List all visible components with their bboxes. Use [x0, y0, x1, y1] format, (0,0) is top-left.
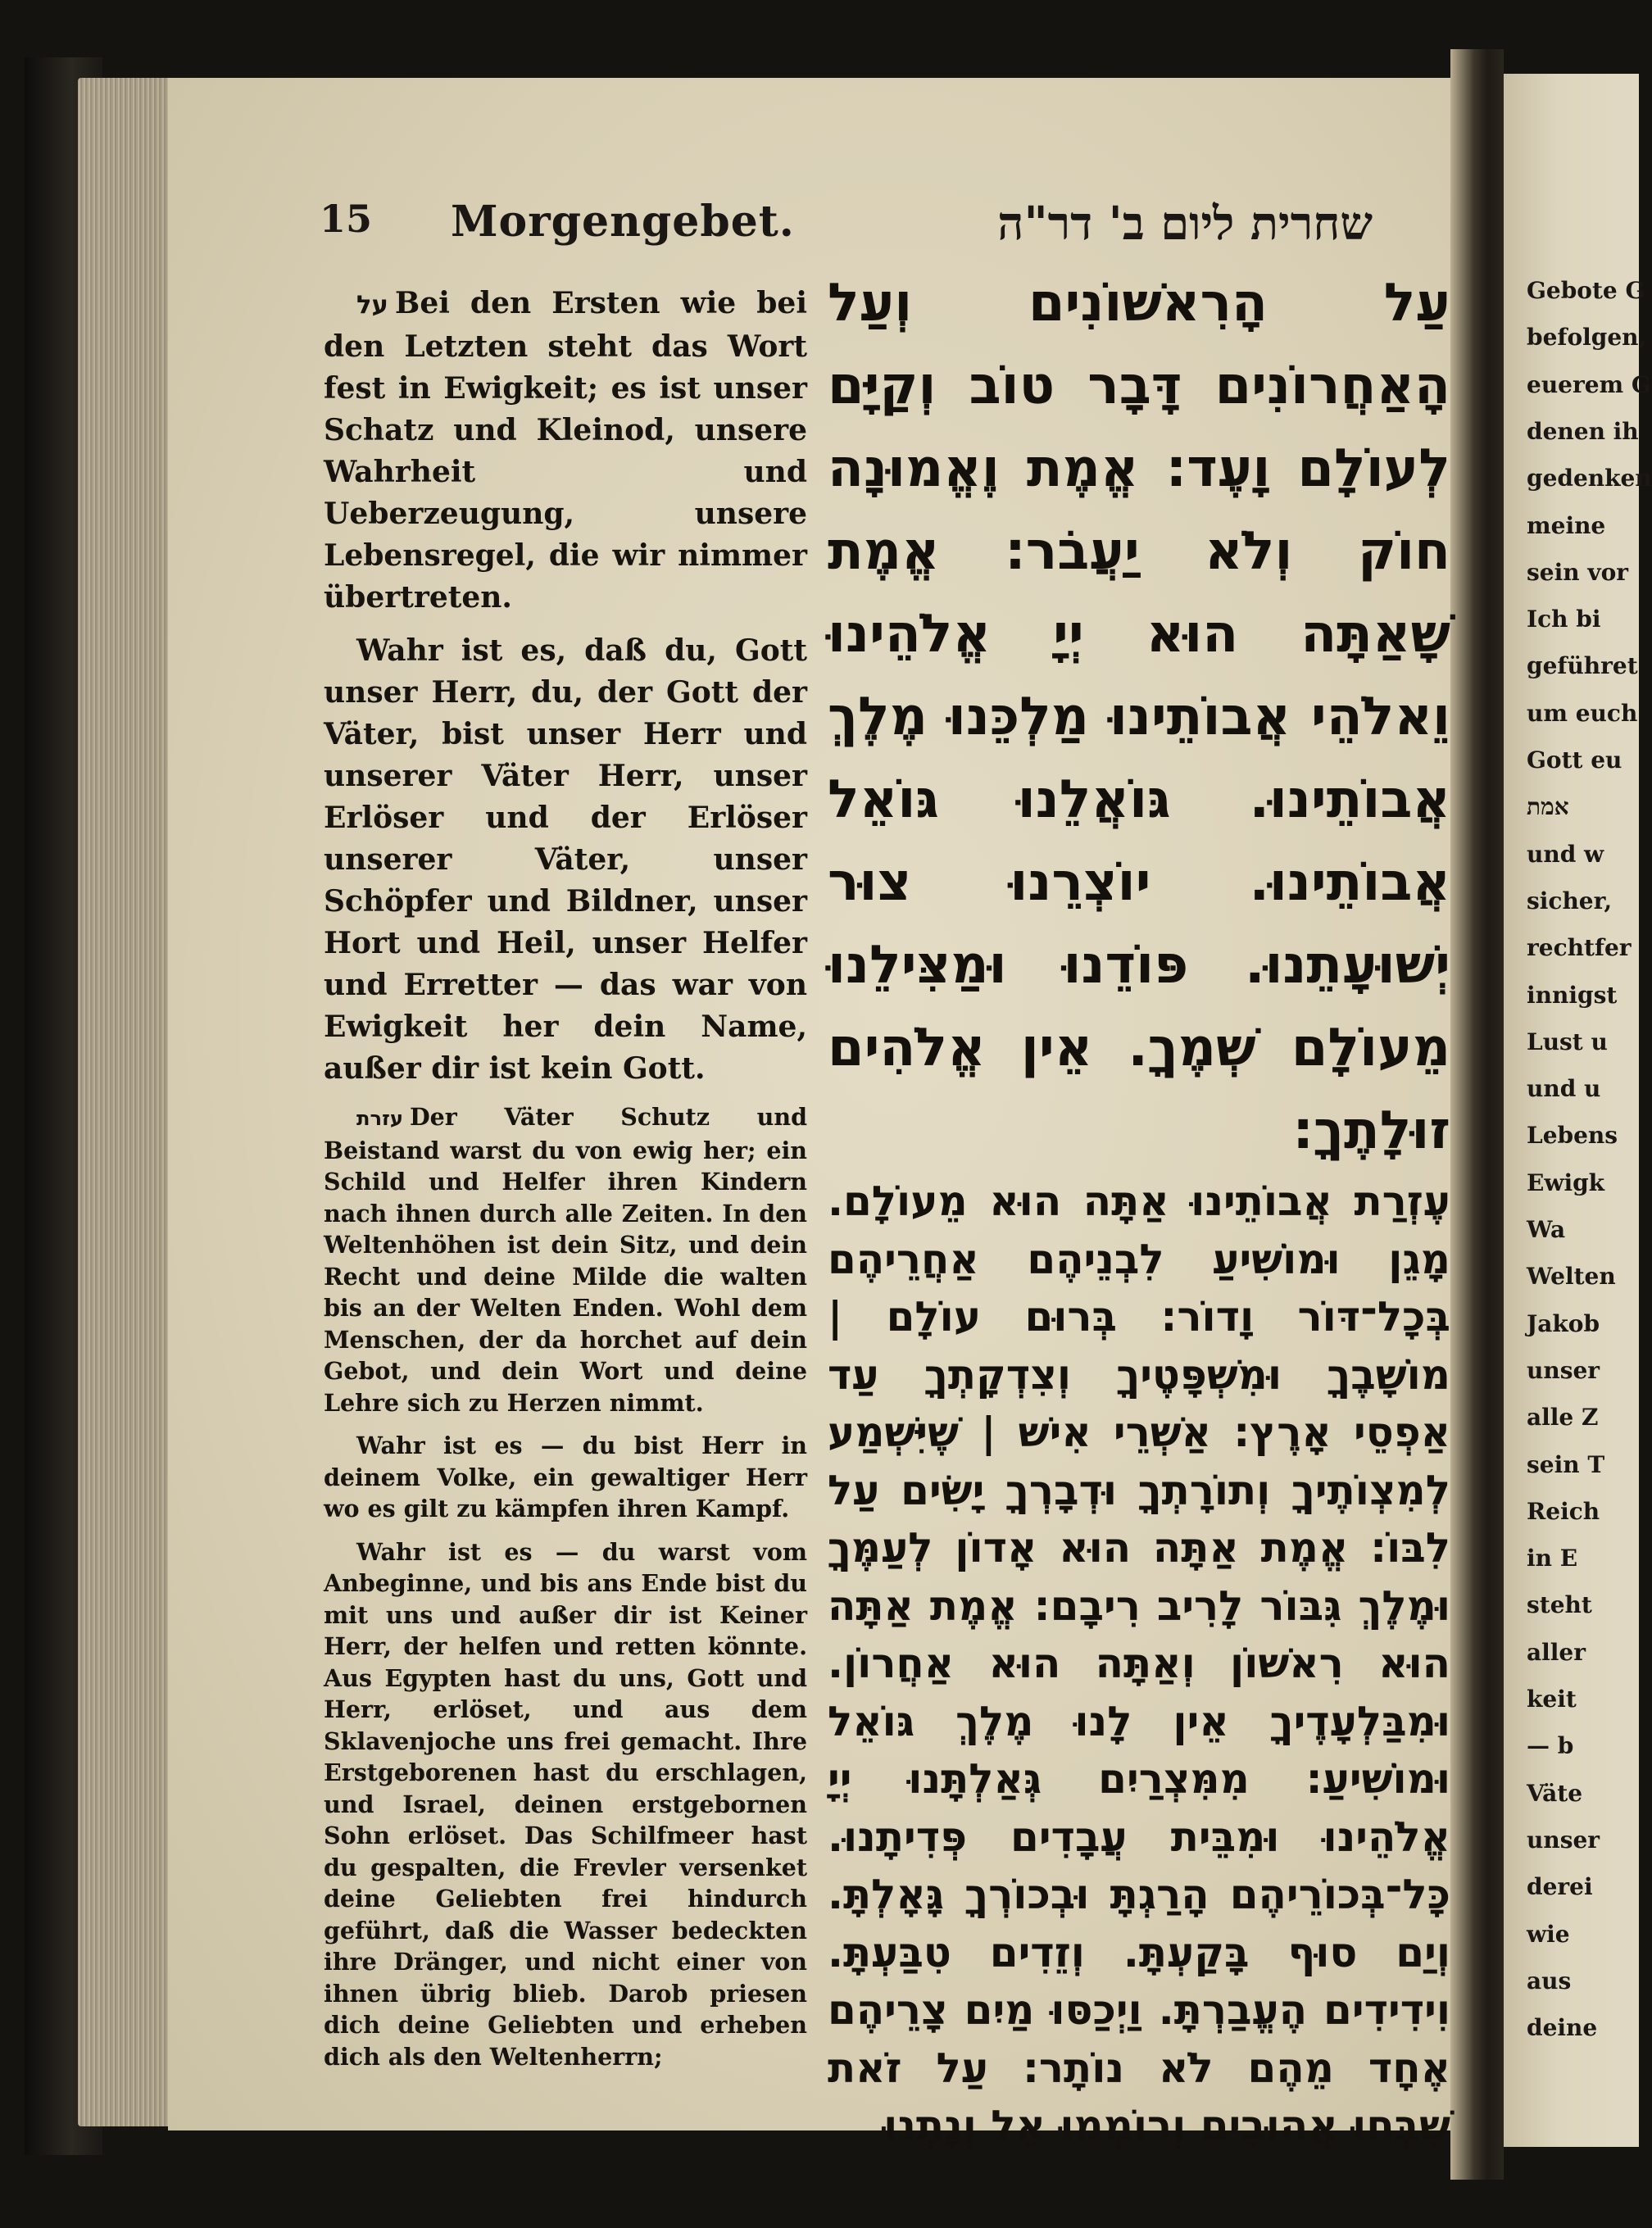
- facing-page-line: Gebote G: [1527, 277, 1645, 304]
- german-paragraph: [324, 283, 807, 619]
- facing-page-line: geführet: [1527, 652, 1638, 680]
- facing-page-line: aller: [1527, 1638, 1586, 1666]
- german-paragraph: Wahr ist es — du bist Herr in deinem Volke, ein gewaltiger Herr wo es gilt zu kämpfen ihren Kampf.: [324, 1432, 807, 1522]
- hebrew-cue-word: על: [356, 291, 388, 320]
- facing-page-line: und w: [1527, 840, 1604, 868]
- facing-page-line: Reich: [1527, 1497, 1600, 1525]
- hebrew-running-header: שחרית ליום ב' דר"ה: [997, 197, 1373, 251]
- facing-page-line: unser: [1527, 1356, 1600, 1384]
- hebrew-prayer-column: [828, 262, 1450, 2155]
- book-gutter: [1450, 49, 1504, 2180]
- facing-page-line: wie: [1527, 1920, 1570, 1948]
- facing-page-line: Jakob: [1527, 1309, 1600, 1337]
- facing-page-line: keit: [1527, 1686, 1577, 1713]
- german-translation-column: [324, 283, 807, 2084]
- facing-page-line: gedenken: [1527, 465, 1652, 492]
- facing-page-line: steht: [1527, 1591, 1592, 1619]
- facing-page-line: Ewigk: [1527, 1168, 1605, 1196]
- german-paragraph: Wahr ist es, daß du, Gott unser Herr, du, der Gott der Väter, bist unser Herr und unserer Väter Herr, unser Erlöser und der Erlöser unserer Väter, unser Schöpfer und Bildner, unser Hort und Heil, unser Helfer und Erretter — das war von Ewigkeit her dein Name, außer dir ist kein Gott.: [324, 633, 807, 1086]
- facing-page-line: innigst: [1527, 981, 1618, 1009]
- facing-page-line: unser: [1527, 1826, 1600, 1854]
- german-paragraph: [324, 1101, 807, 1418]
- facing-page-line: אמת: [1527, 793, 1569, 821]
- facing-page-line: Wa: [1527, 1216, 1566, 1243]
- facing-page-line: und u: [1527, 1075, 1601, 1103]
- facing-page-line: aus: [1527, 1967, 1572, 1994]
- german-paragraph: Wahr ist es — du warst vom Anbeginne, und bis ans Ende bist du mit uns und außer dir ist Keiner Herr, der helfen und retten könnte. Aus Egypten hast du uns, Gott und Herr, erlöset, und aus dem Sklavenjoche uns frei gemacht. Ihre Erstgeborenen hast du erschlagen, und Israel, deinen erstgebornen Sohn erlöset. Das Schilfmeer hast du gespalten, die Frevler versenket deine Geliebten frei hindurch geführt, daß die Wasser bedeckten ihre Dränger, und nicht einer von ihnen übrig blieb. Darob priesen dich deine Geliebten und erheben dich als den Weltenherrn;: [324, 1537, 807, 2071]
- hebrew-body-text: עֶזְרַת אֲבוֹתֵינוּ אַתָּה הוּא מֵעוֹלָם. מָגֵן וּמוֹשִׁיעַ לִבְנֵיהֶם אַחֲרֵיהֶם בְּכָל־דּוֹר וָדוֹר: בְּרוּם עוֹלָם | מוֹשָׁבֶךָ וּמִשְׁפָּטֶיךָ וְצִדְקָתְךָ עַד אַפְסֵי אָרֶץ: אַשְׁרֵי אִישׁ | שֶׁיִּשְׁמַע לְמִצְוֹתֶיךָ וְתוֹרָתְךָ וּדְבָרְךָ יָשִׂים עַל לִבּוֹ: אֱמֶת אַתָּה הוּא אָדוֹן לְעַמֶּךָ וּמֶלֶךְ גִּבּוֹר לָרִיב רִיבָם: אֱמֶת אַתָּה הוּא רִאשׁוֹן וְאַתָּה הוּא אַחֲרוֹן. וּמִבַּלְעָדֶיךָ אֵין לָנוּ מֶלֶךְ גּוֹאֵל וּמוֹשִׁיעַ: מִמִּצְרַיִם גְּאַלְתָּנוּ יְיָ אֱלֹהֵינוּ וּמִבֵּית עֲבָדִים פְּדִיתָנוּ. כָּל־בְּכוֹרֵיהֶם הָרַגְתָּ וּבְכוֹרְךָ גָּאָלְתָּ. וְיַם סוּף בָּקַעְתָּ. וְזֵדִים טִבַּעְתָּ. וִידִידִים הֶעֱבַרְתָּ. וַיְכַסּוּ מַיִם צָרֵיהֶם אֶחָד מֵהֶם לֹא נוֹתָר: עַל זֹאת שִׁבְּחוּ אֲהוּבִים וְרוֹמְמוּ אֵל וְנָתְנוּ: [828, 1178, 1450, 2149]
- german-paragraph-text: Der Väter Schutz und Beistand warst du von ewig her; ein Schild und Helfer ihren Kindern nach ihnen durch alle Zeiten. In den Weltenhöhen ist dein Sitz, und dein Recht und deine Milde die walten bis an der Welten Enden. Wohl dem Menschen, der da horchet auf dein Gebot, und dein Wort und deine Lehre sich zu Herzen nimmt.: [324, 1103, 807, 1417]
- facing-page-line: Lebens: [1527, 1122, 1618, 1150]
- facing-page-line: sicher,: [1527, 887, 1613, 914]
- facing-page-line: derei: [1527, 1873, 1593, 1901]
- facing-page-line: alle Z: [1527, 1404, 1599, 1432]
- page-title: Morgengebet.: [451, 197, 795, 247]
- facing-page-line: um euch: [1527, 699, 1638, 727]
- facing-page-line: sein vor: [1527, 558, 1629, 586]
- page-number: 15: [320, 197, 373, 241]
- facing-page-line: sein T: [1527, 1450, 1605, 1478]
- hebrew-large-text: עַל הָרִאשׁוֹנִים וְעַל הָאַחֲרוֹנִים דָּבָר טוֹב וְקַיָּם לְעוֹלָם וָעֶד: אֱמֶת וֶאֱמוּנָה חוֹק וְלֹא יַעֲבֹר: אֱמֶת שָׁאַתָּה הוּא יְיָ אֱלֹהֵינוּ וֵאלֹהֵי אֲבוֹתֵינוּ מַלְכֵּנוּ מֶלֶךְ אֲבוֹתֵינוּ. גּוֹאֲלֵנוּ גּוֹאֵל אֲבוֹתֵינוּ. יוֹצְרֵנוּ צוּר יְשׁוּעָתֵנוּ. פּוֹדֵנוּ וּמַצִּילֵנוּ מֵעוֹלָם שְׁמֶךָ. אֵין אֱלֹהִים זוּלָתֶךָ:: [828, 273, 1450, 1161]
- facing-page-fragment: [1504, 74, 1652, 2147]
- page-edges: [78, 78, 176, 2126]
- facing-page-line: Lust u: [1527, 1028, 1608, 1055]
- facing-page-line: — b: [1527, 1732, 1574, 1760]
- facing-page-line: Väte: [1527, 1779, 1583, 1807]
- facing-page-line: befolgen,: [1527, 324, 1647, 352]
- facing-page-line: deine: [1527, 2014, 1598, 2042]
- facing-page-line: meine: [1527, 511, 1606, 539]
- facing-page-line: Ich bi: [1527, 606, 1601, 633]
- facing-page-line: Welten: [1527, 1263, 1616, 1291]
- hebrew-cue-word: עזרת: [356, 1107, 403, 1130]
- facing-page-line: rechtfer: [1527, 934, 1632, 962]
- facing-page-line: in E: [1527, 1545, 1578, 1572]
- facing-page-line: denen ih: [1527, 417, 1639, 445]
- facing-page-line: Gott eu: [1527, 746, 1622, 774]
- german-paragraph-text: Bei den Ersten wie bei den Letzten steht das Wort fest in Ewigkeit; es ist unser Schatz und Kleinod, unsere Wahrheit und Ueberzeugung, unsere Lebensregel, die wir nimmer übertreten.: [324, 286, 807, 615]
- facing-page-line: euerem G: [1527, 370, 1651, 398]
